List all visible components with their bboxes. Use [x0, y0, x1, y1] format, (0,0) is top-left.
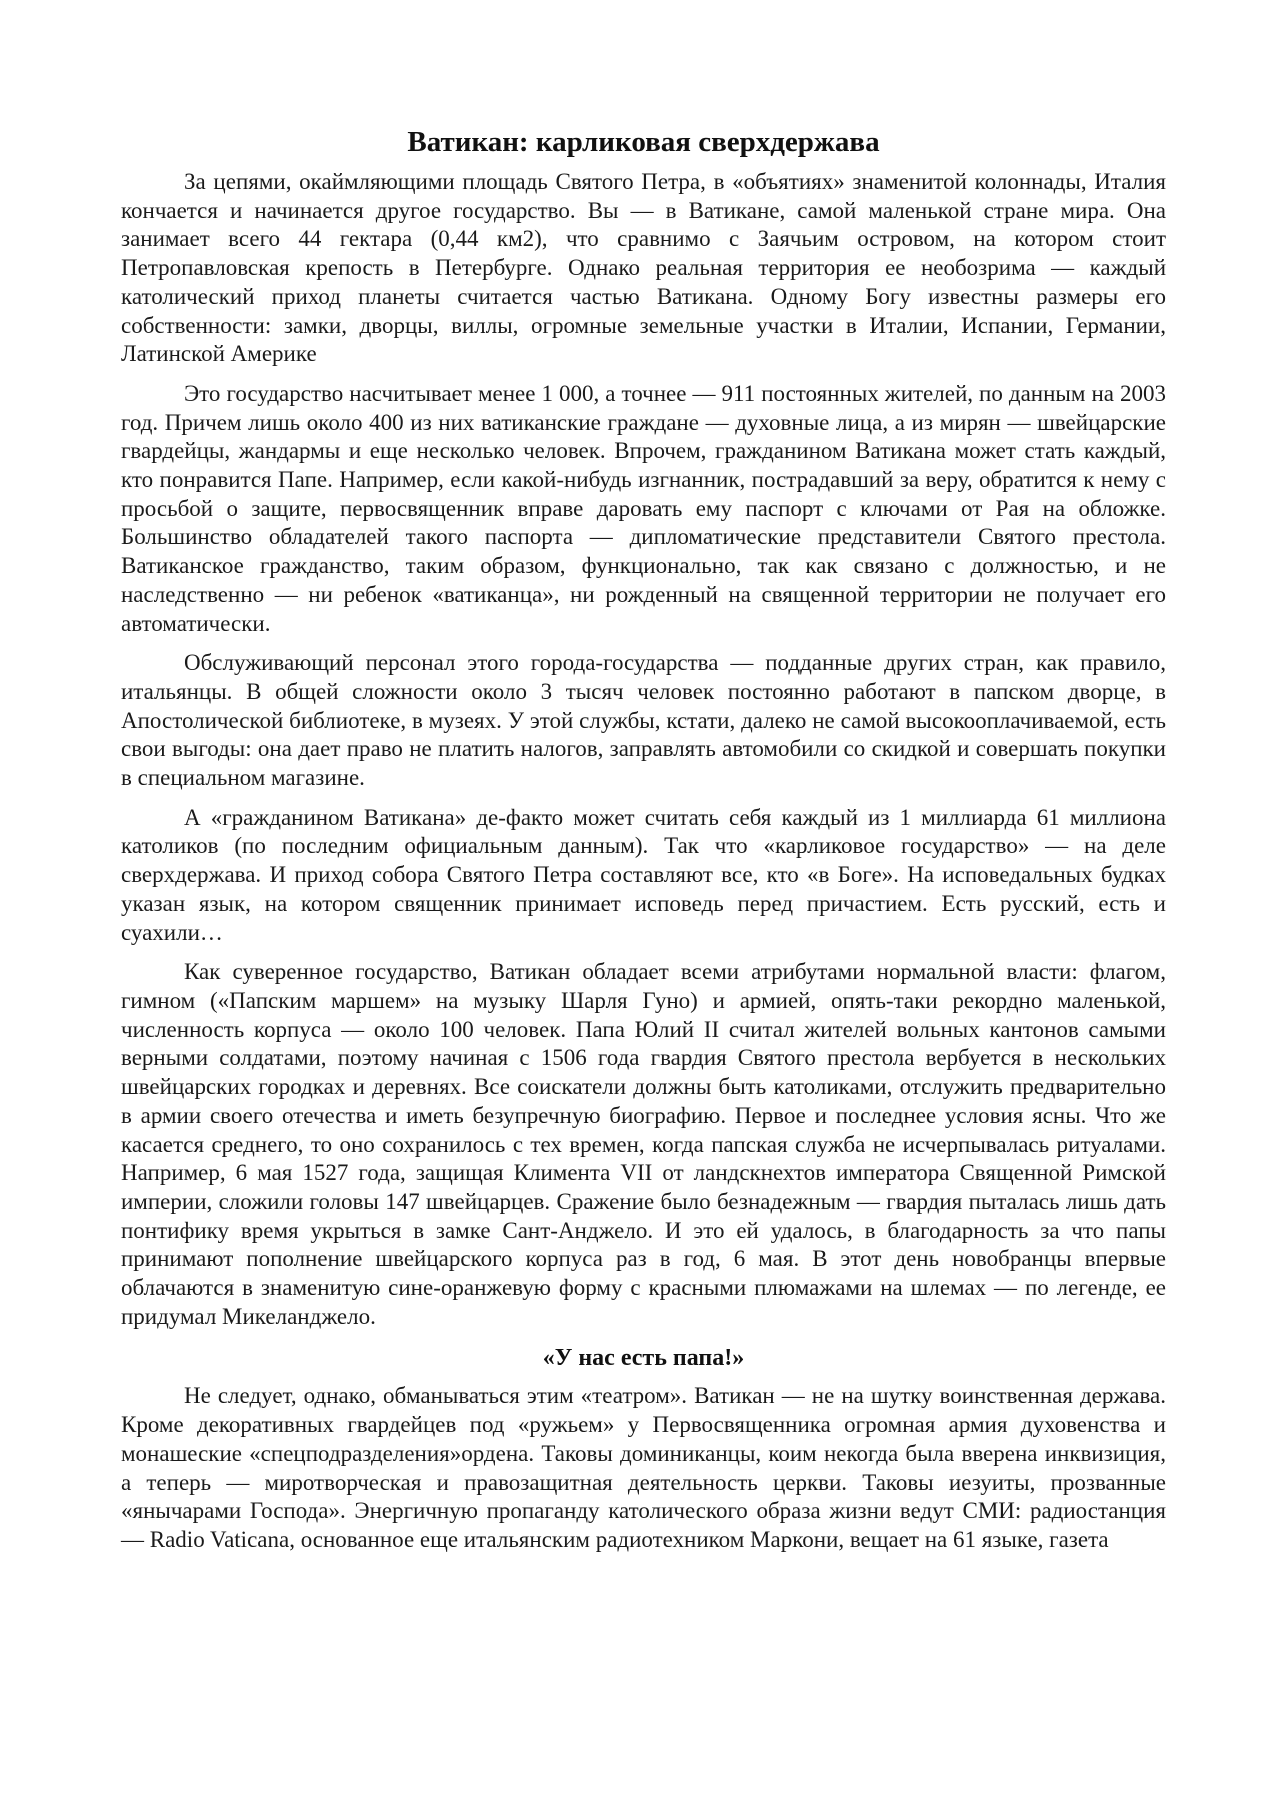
document-title: Ватикан: карликовая сверхдержава [407, 126, 880, 158]
section-subheading: «У нас есть папа!» [542, 1345, 745, 1372]
paragraph-catholics: А «гражданином Ватикана» де-факто может считать себя каждый из 1 миллиарда 61 миллиона католиков (по последним официальным данным). Так что «карликовое государство» — на деле сверхдержава. И приход собора Святого Петра составляют все, кто «в Боге». На исповедальных будках указан язык, на котором священник принимает исповедь перед причастием. Есть русский, есть и суахили… [121, 804, 1166, 945]
paragraph-swiss-guard: Как суверенное государство, Ватикан обладает всеми атрибутами нормальной власти: флагом, гимном («Папским маршем» на музыку Шарля Гуно) и армией, опять-таки рекордно маленькой, численность корпуса — около 100 человек. Папа Юлий II считал жителей вольных кантонов самыми верными солдатами, поэтому начиная с 1506 года гвардия Святого престола вербуется в нескольких швейцарских городках и деревнях. Все соискатели должны быть католиками, отслужить предварительно в армии своего отечества и иметь безупречную биографию. Первое и последнее условия ясны. Что же касается среднего, то оно сохранилось с тех времен, когда папская служба не исчерпывалась ритуалами. Например, 6 мая 1527 года, защищая Климента VII от ландскнехтов императора Священной Римской империи, сложили головы 147 швейцарцев. Сражение было безнадежным — гвардия пыталась лишь дать понтифику время укрыться в замке Сант-Анджело. И это ей удалось, в благодарность за что папы принимают пополнение швейцарского корпуса раз в год, 6 мая. В этот день новобранцы впервые облачаются в знаменитую сине-оранжевую форму с красными плюмажами на шлемах — по легенде, ее придумал Микеланджело. [121, 959, 1166, 1329]
paragraph-staff: Обслуживающий персонал этого города-государства — подданные других стран, как правило, итальянцы. В общей сложности около 3 тысяч человек постоянно работают в папском дворце, в Апостолической библиотеке, в музеях. У этой службы, кстати, далеко не самой высокооплачиваемой, есть свои выгоды: она дает право не платить налогов, заправлять автомобили со скидкой и совершать покупки в специальном магазине. [121, 650, 1166, 791]
document-page [121, 118, 1166, 1566]
paragraph-territory: За цепями, окаймляющими площадь Святого Петра, в «объятиях» знаменитой колоннады, Италия кончается и начинается другое государство. Вы — в Ватикане, самой маленькой стране мира. Она занимает всего 44 гектара (0,44 км2), что сравнимо с Заячьим островом, на котором стоит Петропавловская крепость в Петербурге. Однако реальная территория ее необозрима — каждый католический приход планеты считается частью Ватикана. Одному Богу известны размеры его собственности: замки, дворцы, виллы, огромные земельные участки в Италии, Испании, Германии, Латинской Америке [121, 169, 1166, 367]
paragraph-militant-state: Не следует, однако, обманываться этим «театром». Ватикан — не на шутку воинственная держава. Кроме декоративных гвардейцев под «ружьем» у Первосвященника огромная армия духовенства и монашеские «спецподразделения»ордена. Таковы доминиканцы, коим некогда была вверена инквизиция, а теперь — миротворческая и правозащитная деятельность церкви. Таковы иезуиты, прозванные «янычарами Господа». Энергичную пропаганду католического образа жизни ведут СМИ: радиостанция — Radio Vaticana, основанное еще итальянским радиотехником Маркони, вещает на 61 языке, газета [121, 1383, 1166, 1552]
paragraph-population: Это государство насчитывает менее 1 000, а точнее — 911 постоянных жителей, по данным на 2003 год. Причем лишь около 400 из них ватиканские граждане — духовные лица, а из мирян — швейцарские гвардейцы, жандармы и еще несколько человек. Впрочем, гражданином Ватикана может стать каждый, кто понравится Папе. Например, если какой-нибудь изгнанник, пострадавший за веру, обратится к нему с просьбой о защите, первосвященник вправе даровать ему паспорт с ключами от Рая на обложке. Большинство обладателей такого паспорта — дипломатические представители Святого престола. Ватиканское гражданство, таким образом, функционально, так как связано с должностью, и не наследственно — ни ребенок «ватиканца», ни рожденный на священной территории не получает его автоматически. [121, 380, 1166, 636]
